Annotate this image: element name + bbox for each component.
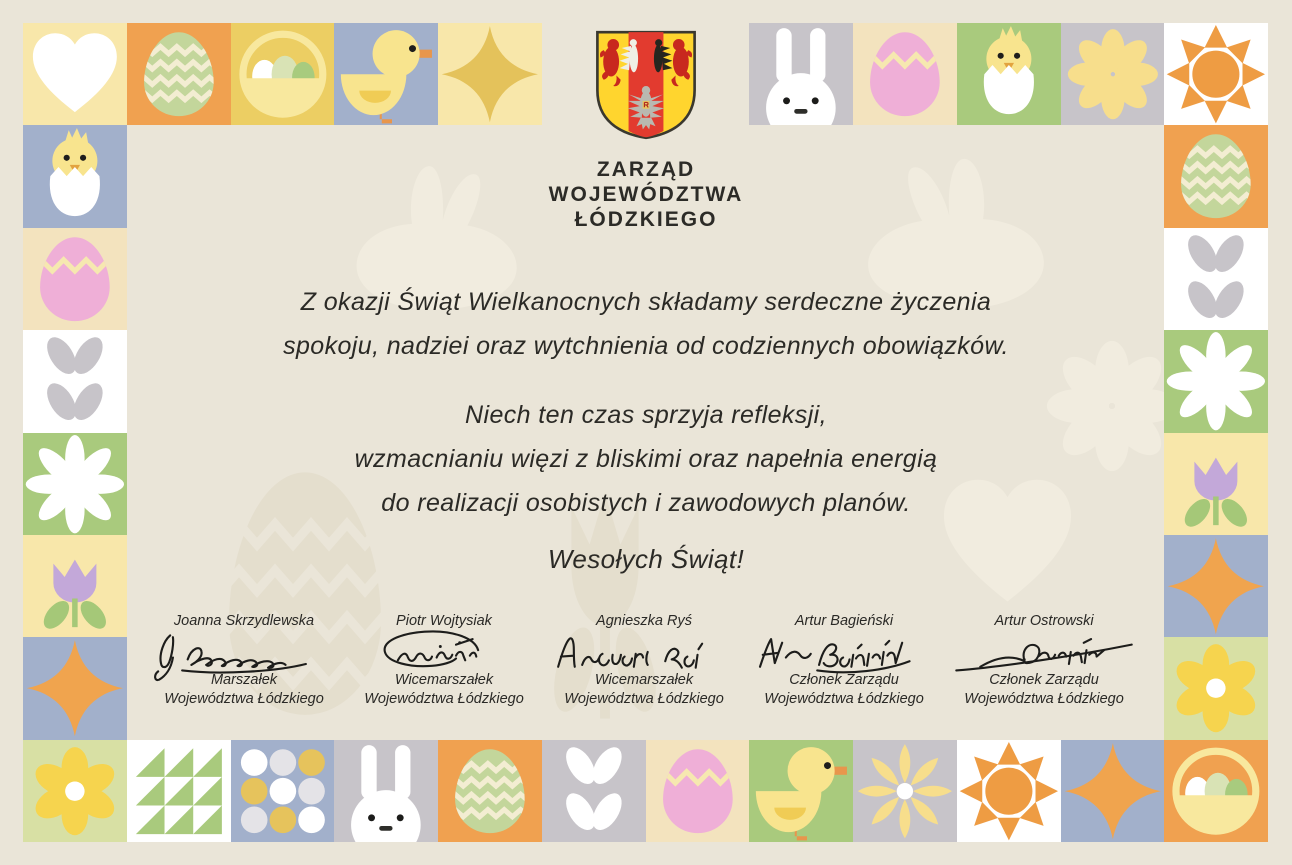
signature-block <box>544 612 744 709</box>
org-header-line: WOJEWÓDZTWA <box>548 183 744 206</box>
signatory-title: Województwa Łódzkiego <box>164 691 324 707</box>
signatory-title: Członek Zarządu <box>989 672 1099 688</box>
org-header-line: ZARZĄD <box>596 158 696 181</box>
message-line: wzmacnianiu więzi z bliskimi oraz napełnia energią <box>354 445 938 473</box>
signatory-title: Wicemarszałek <box>594 672 694 688</box>
greeting-paragraph-1 <box>0 280 1292 368</box>
signature-scrawl <box>144 628 344 676</box>
signatory-title: Województwa Łódzkiego <box>964 691 1124 707</box>
signatory-title: Województwa Łódzkiego <box>364 691 524 707</box>
signature-scrawl <box>344 628 544 676</box>
signature-scrawl <box>944 628 1144 676</box>
message-line: Niech ten czas sprzyja refleksji, <box>465 401 827 429</box>
signature-block <box>344 612 544 709</box>
message-line: Z okazji Świąt Wielkanocnych składamy serdeczne życzenia <box>300 288 992 316</box>
signatory-title: Województwa Łódzkiego <box>764 691 924 707</box>
org-header-line: ŁÓDZKIEGO <box>574 208 718 231</box>
signatory-title: Wicemarszałek <box>394 672 494 688</box>
message-line: do realizacji osobistych i zawodowych planów. <box>381 489 911 517</box>
signatory-name: Piotr Wojtysiak <box>396 613 492 629</box>
signature-scrawl <box>544 628 744 676</box>
signature-block <box>144 612 344 709</box>
signatory-name: Artur Ostrowski <box>994 613 1094 629</box>
signatory-title: Członek Zarządu <box>789 672 899 688</box>
signatures-row <box>144 612 1128 709</box>
message-line: Wesołych Świąt! <box>547 544 745 574</box>
signatory-name: Agnieszka Ryś <box>596 613 692 629</box>
org-header <box>0 157 1292 232</box>
signatory-name: Joanna Skrzydlewska <box>173 613 315 629</box>
signature-scrawl <box>744 628 944 676</box>
signatory-title: Marszałek <box>210 672 278 688</box>
message-line: spokoju, nadziei oraz wytchnienia od codziennych obowiązków. <box>283 332 1009 360</box>
signature-block <box>944 612 1144 709</box>
greeting-paragraph-2 <box>0 393 1292 525</box>
signatory-name: Artur Bagieński <box>794 613 894 629</box>
signatory-title: Województwa Łódzkiego <box>564 691 724 707</box>
greeting-closing <box>0 537 1292 581</box>
signature-block <box>744 612 944 709</box>
lodzkie-coat-of-arms-icon <box>593 29 699 141</box>
